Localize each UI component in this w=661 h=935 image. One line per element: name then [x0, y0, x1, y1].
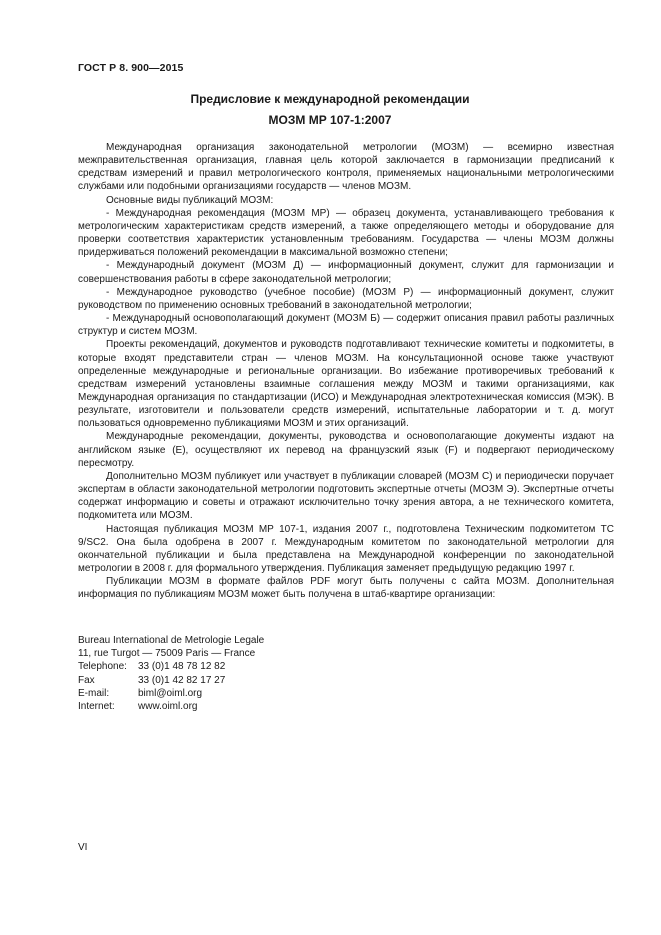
- address-email-row: [78, 687, 264, 700]
- internet-value: www.oiml.org: [138, 701, 198, 713]
- paragraph-guide: - Международное руководство (учебное пособие) (МОЗМ Р) — информационный документ, служит руководством по применению основных требований в законодательной метрологии;: [78, 286, 614, 311]
- address-internet-row: [78, 700, 264, 713]
- email-label: E-mail:: [78, 687, 110, 699]
- telephone-value: 33 (0)1 48 78 12 82: [138, 661, 226, 673]
- telephone-label: Telephone:: [78, 661, 127, 673]
- email-value: biml@oiml.org: [138, 687, 203, 699]
- paragraph-languages: Международные рекомендации, документы, руководства и основополагающие документы издают на английском языке (E), осуществляют их перевод на французский язык (F) и подвергают периодическому пересмотру.: [78, 431, 614, 469]
- paragraph-basic-document: - Международный основополагающий документ (МОЗМ Б) — содержит описания правил работы различных структур и систем МОЗМ.: [78, 313, 614, 338]
- fax-value: 33 (0)1 42 82 17 27: [138, 674, 226, 686]
- paragraph-intro: Международная организация законодательной метрологии (МОЗМ) — всемирно известная межправительственная организация, главная цель которой заключается в гармонизации предписаний к средствам измерений и правил метрологического контроля, применяемых национальными метрологическими службами или подобными организациями государств — членов МОЗМ.: [78, 142, 614, 193]
- paragraph-document: - Международный документ (МОЗМ Д) — информационный документ, служит для гармонизации и совершенствования работы в сфере законодательной метрологии;: [78, 260, 614, 285]
- paragraph-publication-types: Основные виды публикаций МОЗМ:: [106, 194, 274, 206]
- paragraph-pdf: Публикации МОЗМ в формате файлов PDF могут быть получены с сайта МОЗМ. Дополнительная информация по публикациям МОЗМ может быть получена в штаб-квартире организации:: [78, 576, 614, 601]
- paragraph-vocabularies: Дополнительно МОЗМ публикует или участвует в публикации словарей (МОЗМ С) и периодически поручает экспертам в области законодательной метрологии подготовить экспертные отчеты (МОЗМ Э). Экспертные отчеты содержат информацию и советы и отражают исключительно точку зрения автора, а не технического комитета, подкомитета или МОЗМ.: [78, 470, 614, 522]
- page-number: VI: [78, 842, 88, 853]
- paragraph-this-publication: Настоящая публикация МОЗМ МР 107-1, издания 2007 г., подготовлена Техническим подкомитетом ТС 9/SC2. Она была одобрена в 2007 г. Международным комитетом по законодательной метрологии для окончательной публикации и была представлена на Международной конференции по законодательной метрологии в 2008 г. для формального утверждения. Публикация заменяет предыдущую редакцию 1997 г.: [78, 523, 614, 574]
- section-subtitle: МОЗМ МР 107-1:2007: [268, 113, 392, 127]
- paragraph-recommendation: - Международная рекомендация (МОЗМ МР) — образец документа, устанавливающего требования к метрологическим характеристикам средств измерений, а также определяющего методы и оборудование для проверки соответствия характеристик установленным требованиям. Государства — члены МОЗМ должны придерживаться положений рекомендации в максимальной возможно степени;: [78, 207, 614, 259]
- paragraph-drafts: Проекты рекомендаций, документов и руководств подготавливают технические комитеты и подкомитеты, в которые входят представители стран — членов МОЗМ. На консультационной основе также участвуют определенные международные и региональные организации. Во избежание противоречивых требований к средствам измерений установлены взаимные соглашения между МОЗМ и такими организациями, как Международная организация по стандартизации (ИСО) и Международная электротехническая комиссия (МЭК). В результате, изготовители и пользователи средств измерений, испытательные лаборатории и т. д. могут пользоваться одновременно публикациями МОЗМ и этих организаций.: [78, 339, 614, 430]
- address-street: 11, rue Turgot — 75009 Paris — France: [78, 648, 256, 660]
- address-telephone-row: [78, 660, 264, 673]
- address-org: Bureau International de Metrologie Legale: [78, 635, 265, 646]
- document-header: ГОСТ Р 8. 900—2015: [78, 62, 184, 74]
- internet-label: Internet:: [78, 701, 115, 713]
- body-text: [78, 141, 614, 601]
- fax-label: Fax: [78, 674, 95, 686]
- section-title: Предисловие к международной рекомендации: [190, 92, 470, 106]
- contact-address: [78, 634, 264, 713]
- address-fax-row: [78, 674, 264, 687]
